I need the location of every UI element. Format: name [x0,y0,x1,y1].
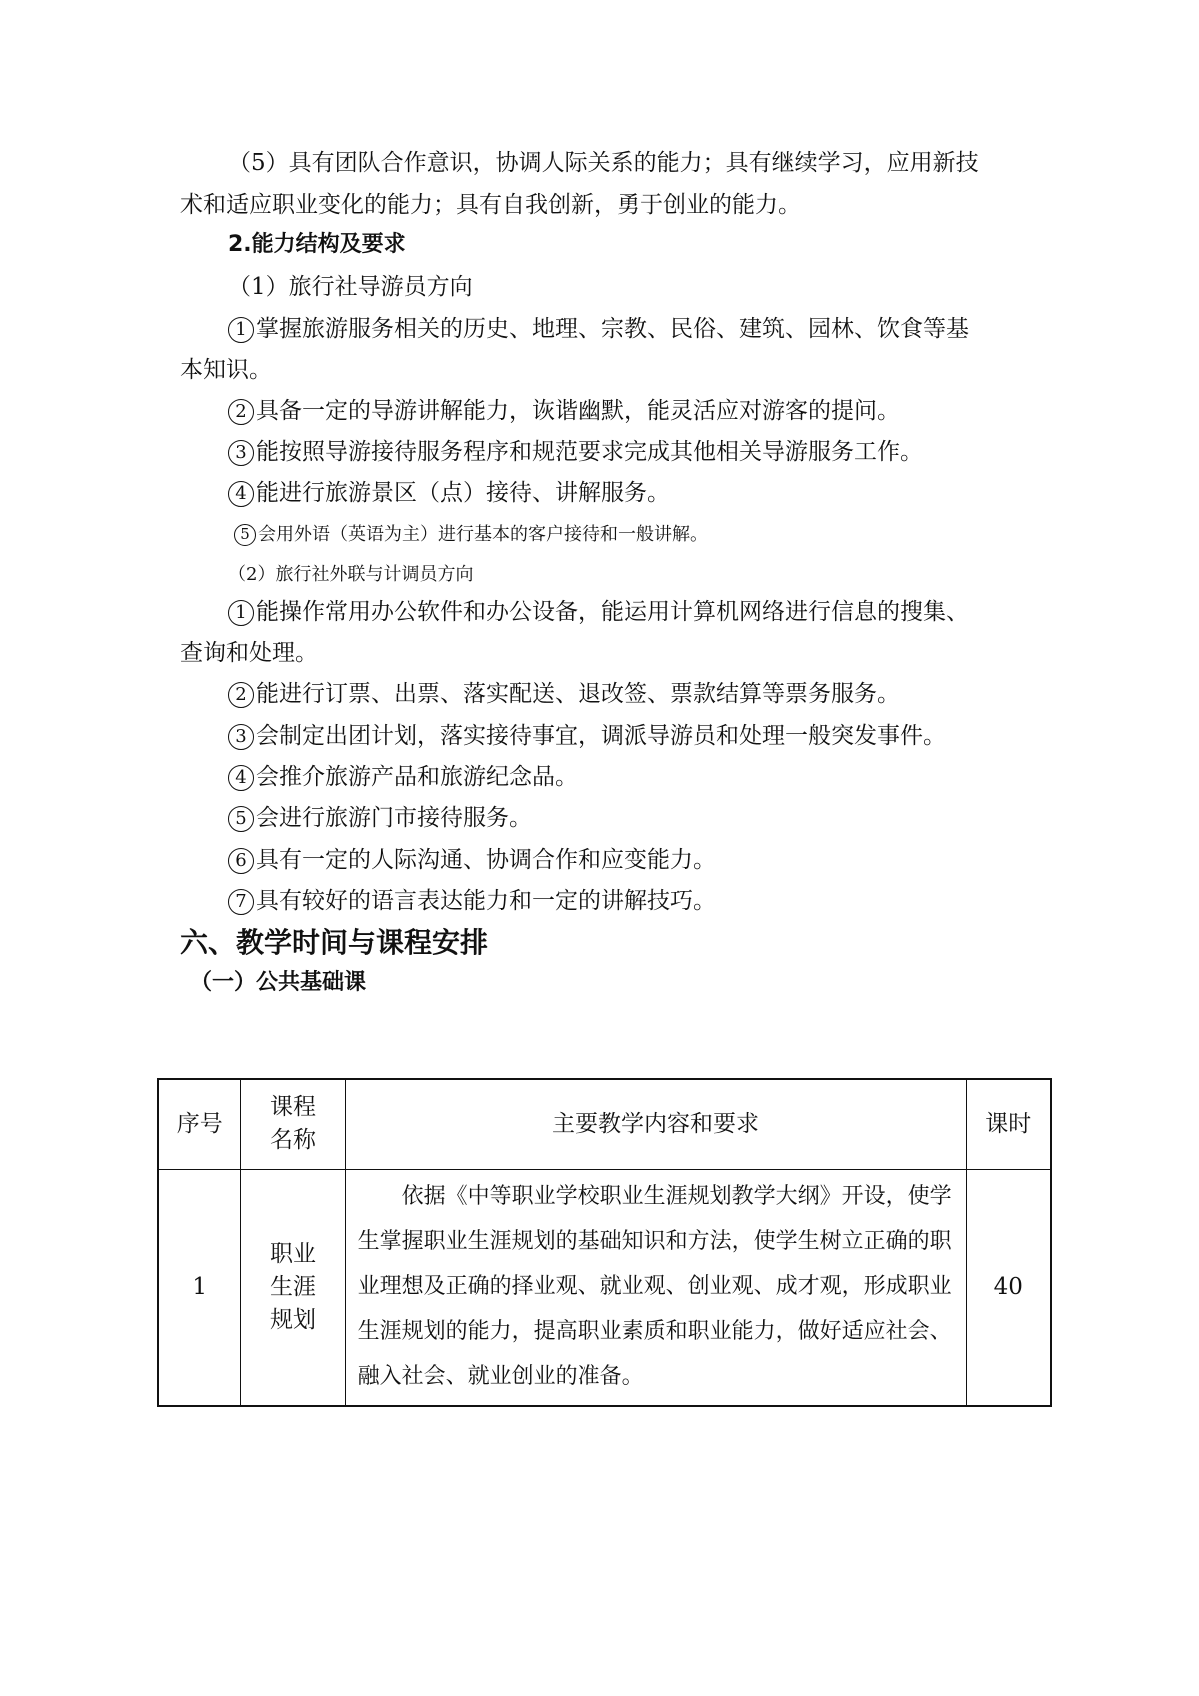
direction-2-item-5 [228,803,1088,833]
item-text: 会制定出团计划，落实接待事宜，调派导游员和处理一般突发事件。 [256,723,946,749]
table-row [158,1169,1051,1406]
header-seq: 序号 [158,1079,241,1169]
direction-1-item-4 [228,478,1088,508]
circled-number: 7 [228,889,254,915]
subsection-heading: （一）公共基础课 [190,970,367,995]
circled-number: 1 [228,600,254,626]
row-content: 依据《中等职业学校职业生涯规划教学大纲》开设，使学生掌握职业生涯规划的基础知识和方法，使学生树立正确的职业理想及正确的择业观、就业观、创业观、成才观，形成职业生涯规划的能力，提高职业素质和职业能力，做好适应社会、融入社会、就业创业的准备。 [345,1169,966,1406]
direction-2-item-1 [228,597,1088,627]
paragraph-5-line-1: （5）具有团队合作意识，协调人际关系的能力；具有继续学习，应用新技 [228,150,979,176]
header-name: 课程名称 [241,1079,345,1169]
circled-number: 4 [228,765,254,791]
circled-number: 6 [228,848,254,874]
course-table [157,1078,1052,1407]
direction-2-title: （2）旅行社外联与计调员方向 [228,564,474,585]
circled-number: 3 [228,440,254,466]
circled-number: 5 [228,806,254,832]
circled-number: 5 [234,524,256,546]
circled-number: 3 [228,724,254,750]
section-2-heading: 2.能力结构及要求 [228,232,406,257]
item-text: 会推介旅游产品和旅游纪念品。 [256,764,578,790]
item-text: 具有较好的语言表达能力和一定的讲解技巧。 [256,888,716,914]
direction-1-item-2 [228,396,1088,426]
direction-2-item-2 [228,679,1088,709]
row-hours: 40 [966,1169,1051,1406]
direction-1-item-1 [228,314,1088,344]
table-header-row [158,1079,1051,1169]
circled-number: 2 [228,399,254,425]
header-hours: 课时 [966,1079,1051,1169]
item-text: 会用外语（英语为主）进行基本的客户接待和一般讲解。 [258,524,708,545]
item-text: 具有一定的人际沟通、协调合作和应变能力。 [256,847,716,873]
direction-2-item-3 [228,721,1088,751]
circled-number: 1 [228,317,254,343]
circled-number: 4 [228,481,254,507]
direction-2-item-6 [228,845,1088,875]
item-text: 会进行旅游门市接待服务。 [256,805,532,831]
circled-number: 2 [228,682,254,708]
header-content: 主要教学内容和要求 [345,1079,966,1169]
item-text: 能操作常用办公软件和办公设备，能运用计算机网络进行信息的搜集、 [256,599,969,625]
row-course-name: 职业生涯规划 [241,1169,345,1406]
direction-1-title: （1）旅行社导游员方向 [228,274,473,300]
item-text: 能进行订票、出票、落实配送、退改签、票款结算等票务服务。 [256,681,900,707]
direction-2-item-7 [228,886,1088,916]
direction-1-item-5 [234,520,1094,550]
direction-2-item-4 [228,762,1088,792]
direction-1-item-1-cont: 本知识。 [180,357,272,383]
item-text: 具备一定的导游讲解能力，诙谐幽默，能灵活应对游客的提问。 [256,398,900,424]
direction-1-item-3 [228,437,1088,467]
item-text: 能按照导游接待服务程序和规范要求完成其他相关导游服务工作。 [256,439,923,465]
item-text: 掌握旅游服务相关的历史、地理、宗教、民俗、建筑、园林、饮食等基 [256,316,969,342]
row-seq: 1 [158,1169,241,1406]
paragraph-5-line-2: 术和适应职业变化的能力；具有自我创新，勇于创业的能力。 [180,192,801,218]
section-6-heading: 六、教学时间与课程安排 [180,926,489,959]
direction-2-item-1-cont: 查询和处理。 [180,640,318,666]
item-text: 能进行旅游景区（点）接待、讲解服务。 [256,480,670,506]
